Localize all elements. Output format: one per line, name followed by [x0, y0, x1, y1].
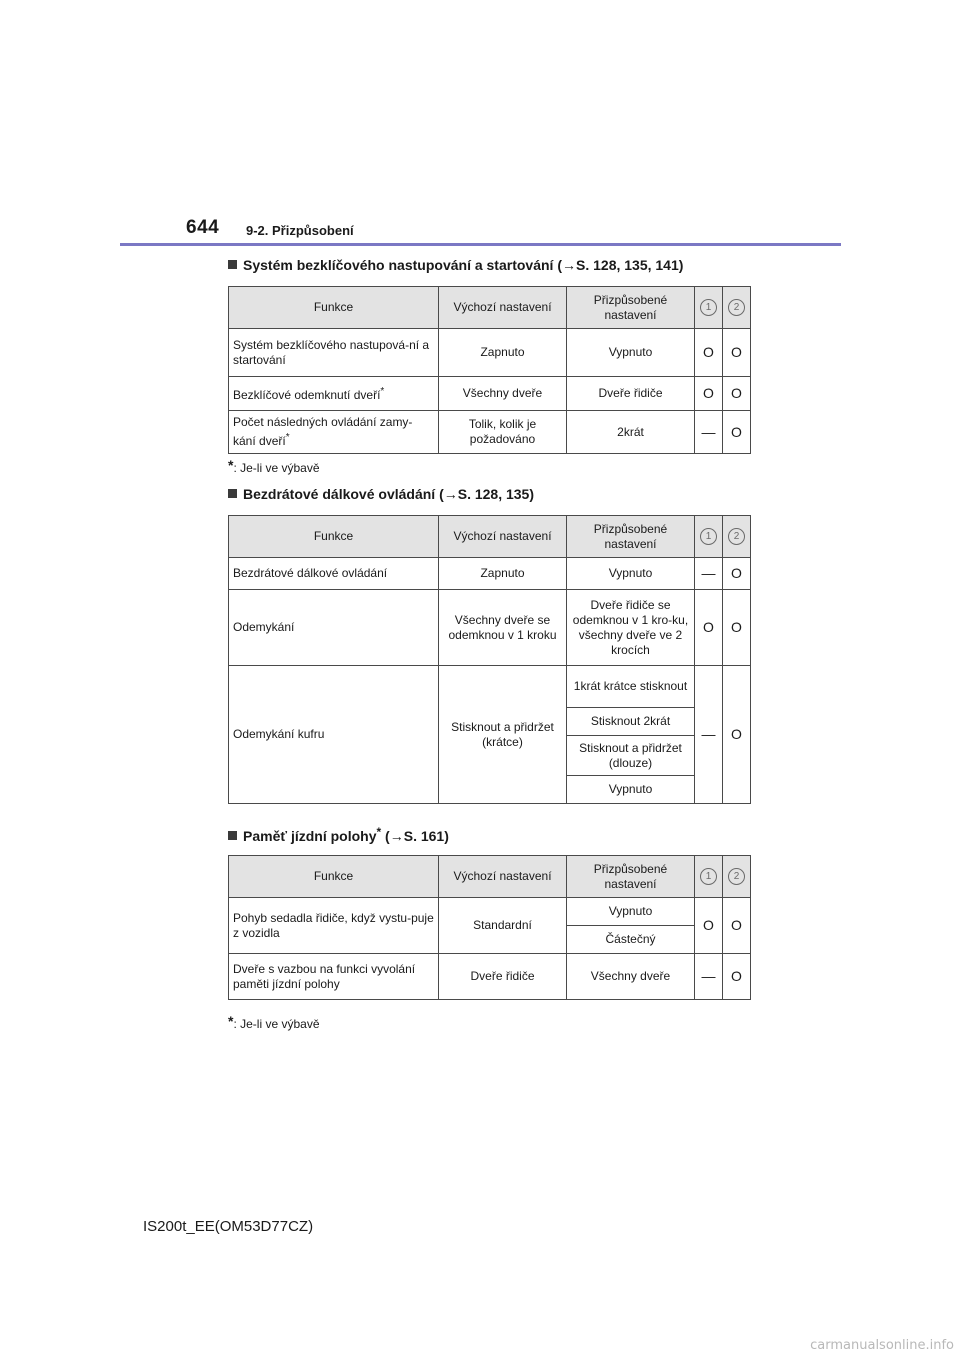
- section-label: 9-2. Přizpůsobení: [246, 223, 354, 238]
- table-row: Dveře s vazbou na funkci vyvolání paměti jízdní polohy Dveře řidiče Všechny dveře — O: [229, 954, 751, 1000]
- page-number: 644: [186, 217, 220, 238]
- asterisk-mark: *: [380, 386, 385, 397]
- table-row: Částečný: [229, 926, 751, 954]
- table-row: Počet následných ovládání zamy-kání dveří* Tolik, kolik je požadováno 2krát — O: [229, 411, 751, 454]
- section1-heading: Systém bezklíčového nastupování a startování (→S. 128, 135, 141): [228, 257, 683, 273]
- section3-heading: Paměť jízdní polohy* (→S. 161): [228, 825, 449, 844]
- table-row: Stisknout a přidržet (dlouze): [229, 736, 751, 776]
- col-funkce: Funkce: [229, 856, 439, 898]
- table-row: Systém bezklíčového nastupová-ní a startování Zapnuto Vypnuto O O: [229, 329, 751, 377]
- table-row: Bezdrátové dálkové ovládání Zapnuto Vypnuto — O: [229, 558, 751, 590]
- col-custom: Přizpůsobené nastavení: [567, 856, 695, 898]
- col-custom: Přizpůsobené nastavení: [567, 287, 695, 329]
- circled-2-icon: 2: [728, 528, 745, 545]
- section3-footnote: *: Je-li ve výbavě: [228, 1013, 320, 1031]
- header-rule: [120, 243, 841, 246]
- col-funkce: Funkce: [229, 287, 439, 329]
- asterisk-mark: *: [376, 825, 382, 839]
- model-code: IS200t_EE(OM53D77CZ): [143, 1218, 314, 1235]
- section3-table: [228, 855, 751, 1000]
- col-default: Výchozí nastavení: [439, 516, 567, 558]
- bullet-square-icon: [228, 260, 237, 269]
- watermark: carmanualsonline.info: [810, 1338, 954, 1353]
- arrow-right-icon: →: [389, 828, 404, 844]
- asterisk-mark: *: [285, 432, 290, 443]
- table-row: Stisknout 2krát: [229, 708, 751, 736]
- circled-2-icon: 2: [728, 299, 745, 316]
- circled-2-icon: 2: [728, 868, 745, 885]
- arrow-right-icon: →: [443, 486, 458, 502]
- table-row: Odemykání Všechny dveře se odemknou v 1 kroku Dveře řidiče se odemknou v 1 kro-ku, všechny dveře ve 2 krocích O O: [229, 590, 751, 666]
- section1-footnote: *: Je-li ve výbavě: [228, 457, 320, 475]
- section2-table: [228, 515, 751, 804]
- table-row: Odemykání kufru Stisknout a přidržet (krátce) 1krát krátce stisknout — O: [229, 666, 751, 708]
- table-row: Bezklíčové odemknutí dveří* Všechny dveře Dveře řidiče O O: [229, 377, 751, 411]
- col-default: Výchozí nastavení: [439, 856, 567, 898]
- bullet-square-icon: [228, 489, 237, 498]
- bullet-square-icon: [228, 831, 237, 840]
- circled-1-icon: 1: [700, 528, 717, 545]
- section2-heading: Bezdrátové dálkové ovládání (→S. 128, 135): [228, 486, 534, 502]
- table-row: Pohyb sedadla řidiče, když vystu-puje z vozidla Standardní Vypnuto O O: [229, 898, 751, 926]
- table-row: Vypnuto: [229, 776, 751, 804]
- circled-1-icon: 1: [700, 299, 717, 316]
- col-default: Výchozí nastavení: [439, 287, 567, 329]
- circled-1-icon: 1: [700, 868, 717, 885]
- col-funkce: Funkce: [229, 516, 439, 558]
- arrow-right-icon: →: [562, 257, 576, 273]
- col-custom: Přizpůsobené nastavení: [567, 516, 695, 558]
- section1-table: [228, 286, 751, 454]
